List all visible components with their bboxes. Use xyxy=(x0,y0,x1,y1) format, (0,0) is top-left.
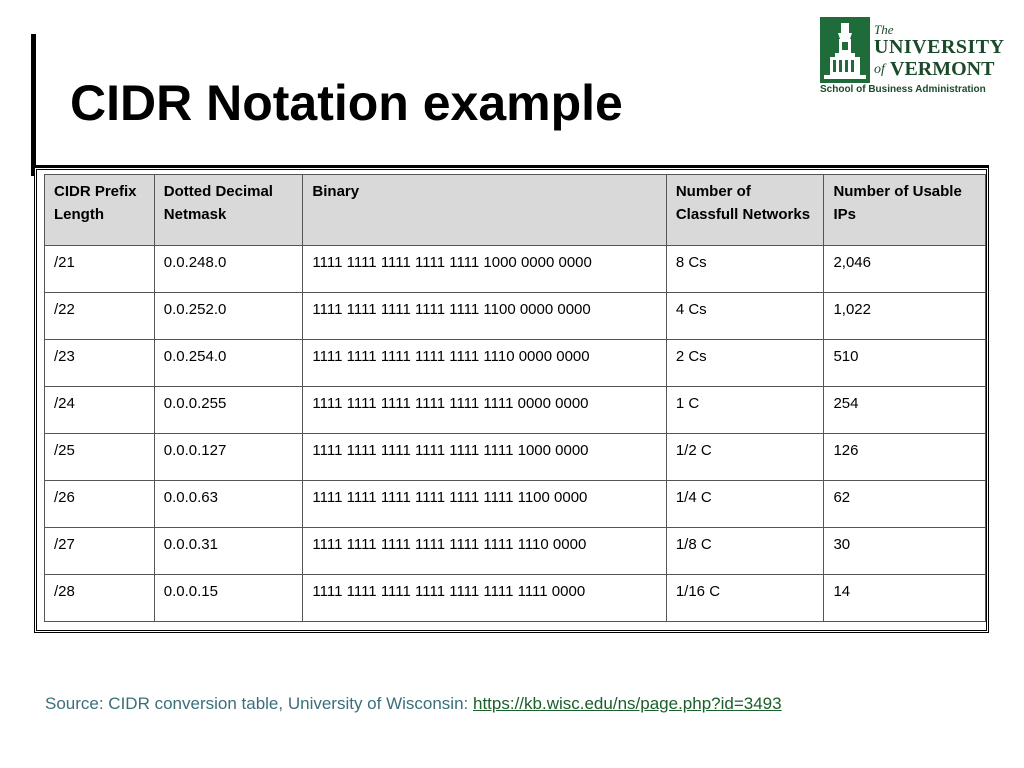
cell-usable-ips: 1,022 xyxy=(824,293,986,340)
cell-netmask: 0.0.0.15 xyxy=(154,575,303,622)
cell-binary: 1111 1111 1111 1111 1111 1000 0000 0000 xyxy=(303,246,666,293)
cell-netmask: 0.0.0.31 xyxy=(154,528,303,575)
cell-netmask: 0.0.0.255 xyxy=(154,387,303,434)
cell-binary: 1111 1111 1111 1111 1111 1100 0000 0000 xyxy=(303,293,666,340)
cell-binary: 1111 1111 1111 1111 1111 1111 1000 0000 xyxy=(303,434,666,481)
cell-networks: 2 Cs xyxy=(666,340,824,387)
logo-of-text: of xyxy=(874,62,885,77)
cell-prefix: /26 xyxy=(45,481,155,528)
logo-the-text: The xyxy=(874,22,894,37)
table-row xyxy=(45,434,986,481)
cell-usable-ips: 14 xyxy=(824,575,986,622)
table-row xyxy=(45,387,986,434)
table-row xyxy=(45,575,986,622)
cell-prefix: /21 xyxy=(45,246,155,293)
slide-title: CIDR Notation example xyxy=(70,75,623,131)
table-row xyxy=(45,481,986,528)
cell-prefix: /25 xyxy=(45,434,155,481)
cell-netmask: 0.0.252.0 xyxy=(154,293,303,340)
table-header-row xyxy=(45,175,986,246)
tower-logo-icon xyxy=(820,17,870,83)
logo-university-text: UNIVERSITY xyxy=(874,36,1005,58)
header-binary: Binary xyxy=(303,175,666,246)
logo-vermont-text: VERMONT xyxy=(890,58,995,80)
cell-prefix: /22 xyxy=(45,293,155,340)
cell-usable-ips: 510 xyxy=(824,340,986,387)
cell-usable-ips: 2,046 xyxy=(824,246,986,293)
header-cidr-prefix-length: CIDR Prefix Length xyxy=(45,175,155,246)
cell-usable-ips: 30 xyxy=(824,528,986,575)
cell-netmask: 0.0.254.0 xyxy=(154,340,303,387)
cell-usable-ips: 126 xyxy=(824,434,986,481)
table-row xyxy=(45,293,986,340)
left-accent-rule xyxy=(31,34,36,176)
logo-school-text: School of Business Administration xyxy=(820,84,986,95)
table-row xyxy=(45,528,986,575)
cell-binary: 1111 1111 1111 1111 1111 1110 0000 0000 xyxy=(303,340,666,387)
cell-prefix: /28 xyxy=(45,575,155,622)
cell-networks: 1 C xyxy=(666,387,824,434)
cell-prefix: /24 xyxy=(45,387,155,434)
table-row xyxy=(45,246,986,293)
cidr-table xyxy=(44,174,986,622)
source-citation xyxy=(45,694,782,714)
cell-networks: 4 Cs xyxy=(666,293,824,340)
cell-netmask: 0.0.0.63 xyxy=(154,481,303,528)
cell-netmask: 0.0.248.0 xyxy=(154,246,303,293)
cell-networks: 1/2 C xyxy=(666,434,824,481)
cell-prefix: /27 xyxy=(45,528,155,575)
header-usable-ips: Number of Usable IPs xyxy=(824,175,986,246)
cell-networks: 1/4 C xyxy=(666,481,824,528)
cell-binary: 1111 1111 1111 1111 1111 1111 1110 0000 xyxy=(303,528,666,575)
cell-binary: 1111 1111 1111 1111 1111 1111 1111 0000 xyxy=(303,575,666,622)
source-prefix-text: Source: CIDR conversion table, University of Wisconsin: xyxy=(45,694,473,713)
header-classfull-networks: Number of Classfull Networks xyxy=(666,175,824,246)
cell-binary: 1111 1111 1111 1111 1111 1111 0000 0000 xyxy=(303,387,666,434)
table-row xyxy=(45,340,986,387)
cell-networks: 1/16 C xyxy=(666,575,824,622)
cell-usable-ips: 254 xyxy=(824,387,986,434)
university-logo xyxy=(818,16,1005,98)
cell-netmask: 0.0.0.127 xyxy=(154,434,303,481)
source-link[interactable]: https://kb.wisc.edu/ns/page.php?id=3493 xyxy=(473,694,782,713)
cell-binary: 1111 1111 1111 1111 1111 1111 1100 0000 xyxy=(303,481,666,528)
cidr-table-frame xyxy=(34,167,989,633)
cell-usable-ips: 62 xyxy=(824,481,986,528)
cell-networks: 1/8 C xyxy=(666,528,824,575)
header-dotted-decimal-netmask: Dotted Decimal Netmask xyxy=(154,175,303,246)
cell-networks: 8 Cs xyxy=(666,246,824,293)
cell-prefix: /23 xyxy=(45,340,155,387)
